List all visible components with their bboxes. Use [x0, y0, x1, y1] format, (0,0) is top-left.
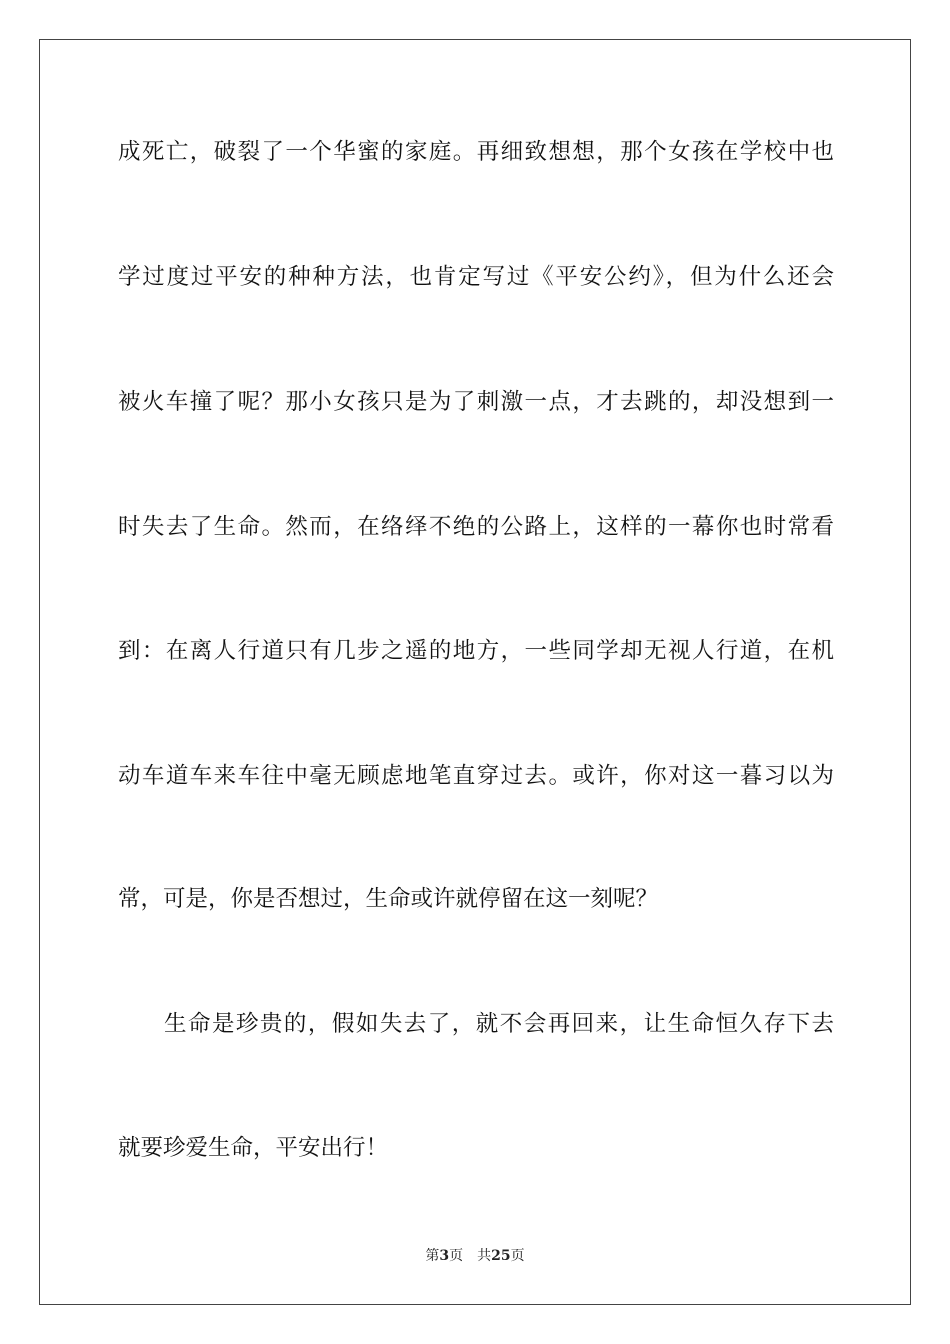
- text-line-9: 就要珍爱生命，平安出行！: [118, 1135, 389, 1161]
- text-line-6: 动车道车来车往中毫无顾虑地笔直穿过去。或许，你对这一暮习以为: [118, 763, 834, 789]
- total-prefix: 共: [477, 1248, 492, 1264]
- total-pages: 25: [491, 1248, 511, 1264]
- text-line-7: 常，可是，你是否想过，生命或许就停留在这一刻呢？: [118, 886, 659, 912]
- text-line-2: 学过度过平安的种种方法，也肯定写过《平安公约》，但为什么还会: [118, 264, 834, 290]
- text-line-4: 时失去了生命。然而，在络绎不绝的公路上，这样的一幕你也时常看: [118, 514, 834, 540]
- page-suffix: 页: [449, 1248, 464, 1264]
- text-line-5: 到：在离人行道只有几步之遥的地方，一些同学却无视人行道，在机: [118, 638, 834, 664]
- total-suffix: 页: [510, 1248, 525, 1264]
- page-border: [39, 39, 911, 1305]
- page-prefix: 第: [425, 1248, 440, 1264]
- text-line-3: 被火车撞了呢？那小女孩只是为了刺激一点，才去跳的，却没想到一: [118, 389, 834, 415]
- text-line-8: 生命是珍贵的，假如失去了，就不会再回来，让生命恒久存下去: [164, 1011, 834, 1037]
- page-number: 3: [439, 1248, 450, 1264]
- text-line-1: 成死亡，破裂了一个华蜜的家庭。再细致想想，那个女孩在学校中也: [118, 139, 834, 165]
- page-footer: [0, 1247, 950, 1265]
